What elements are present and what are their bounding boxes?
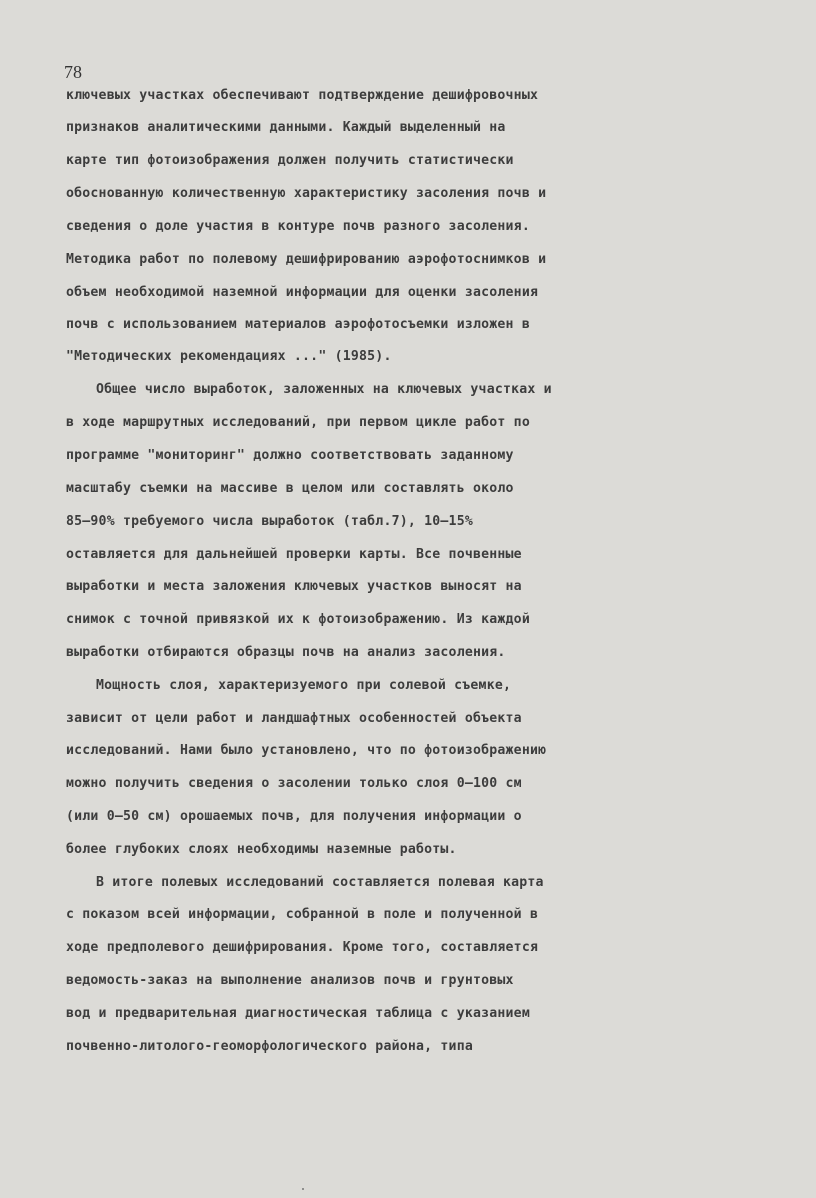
text-line: объем необходимой наземной информации для оценки засоления: [66, 285, 539, 300]
text-line: исследований. Нами было установлено, что по фотоизображению: [66, 743, 547, 758]
text-line: ключевых участках обеспечивают подтверждение дешифровочных: [66, 88, 539, 103]
text-line: выработки отбираются образцы почв на анализ засоления.: [66, 645, 506, 660]
text-line: выработки и места заложения ключевых участков выносят на: [66, 579, 522, 594]
text-line: зависит от цели работ и ландшафтных особенностей объекта: [66, 711, 522, 726]
text-line: Общее число выработок, заложенных на ключевых участках и: [96, 382, 552, 397]
text-line: с показом всей информации, собранной в поле и полученной в: [66, 907, 539, 922]
text-line: ведомость-заказ на выполнение анализов почв и грунтовых: [66, 973, 514, 988]
text-line: "Методических рекомендациях ..." (1985).: [66, 349, 392, 364]
text-line: почв с использованием материалов аэрофотосъемки изложен в: [66, 317, 530, 332]
text-line: вод и предварительная диагностическая таблица с указанием: [66, 1006, 530, 1021]
text-line: сведения о доле участия в контуре почв разного засоления.: [66, 219, 530, 234]
text-line: В итоге полевых исследований составляется полевая карта: [96, 875, 544, 890]
text-line: оставляется для дальнейшей проверки карты. Все почвенные: [66, 547, 522, 562]
text-line: программе "мониторинг" должно соответствовать заданному: [66, 448, 514, 463]
paper-speck: [302, 1188, 304, 1190]
text-line: (или 0–50 см) орошаемых почв, для получения информации о: [66, 809, 522, 824]
text-line: почвенно-литолого-геоморфологического района, типа: [66, 1039, 473, 1054]
text-line: 85–90% требуемого числа выработок (табл.7), 10–15%: [66, 514, 473, 529]
page-number: 78: [64, 62, 82, 82]
text-line: Мощность слоя, характеризуемого при солевой съемке,: [96, 678, 512, 693]
text-line: ходе предполевого дешифрирования. Кроме того, составляется: [66, 940, 539, 955]
text-line: признаков аналитическими данными. Каждый выделенный на: [66, 120, 506, 135]
text-line: карте тип фотоизображения должен получить статистически: [66, 153, 514, 168]
text-line: более глубоких слоях необходимы наземные работы.: [66, 842, 457, 857]
text-line: Методика работ по полевому дешифрированию аэрофотоснимков и: [66, 252, 547, 267]
text-line: можно получить сведения о засолении только слоя 0–100 см: [66, 776, 522, 791]
text-line: обоснованную количественную характеристику засоления почв и: [66, 186, 547, 201]
text-line: в ходе маршрутных исследований, при первом цикле работ по: [66, 415, 530, 430]
text-line: масштабу съемки на массиве в целом или составлять около: [66, 481, 514, 496]
text-line: снимок с точной привязкой их к фотоизображению. Из каждой: [66, 612, 530, 627]
